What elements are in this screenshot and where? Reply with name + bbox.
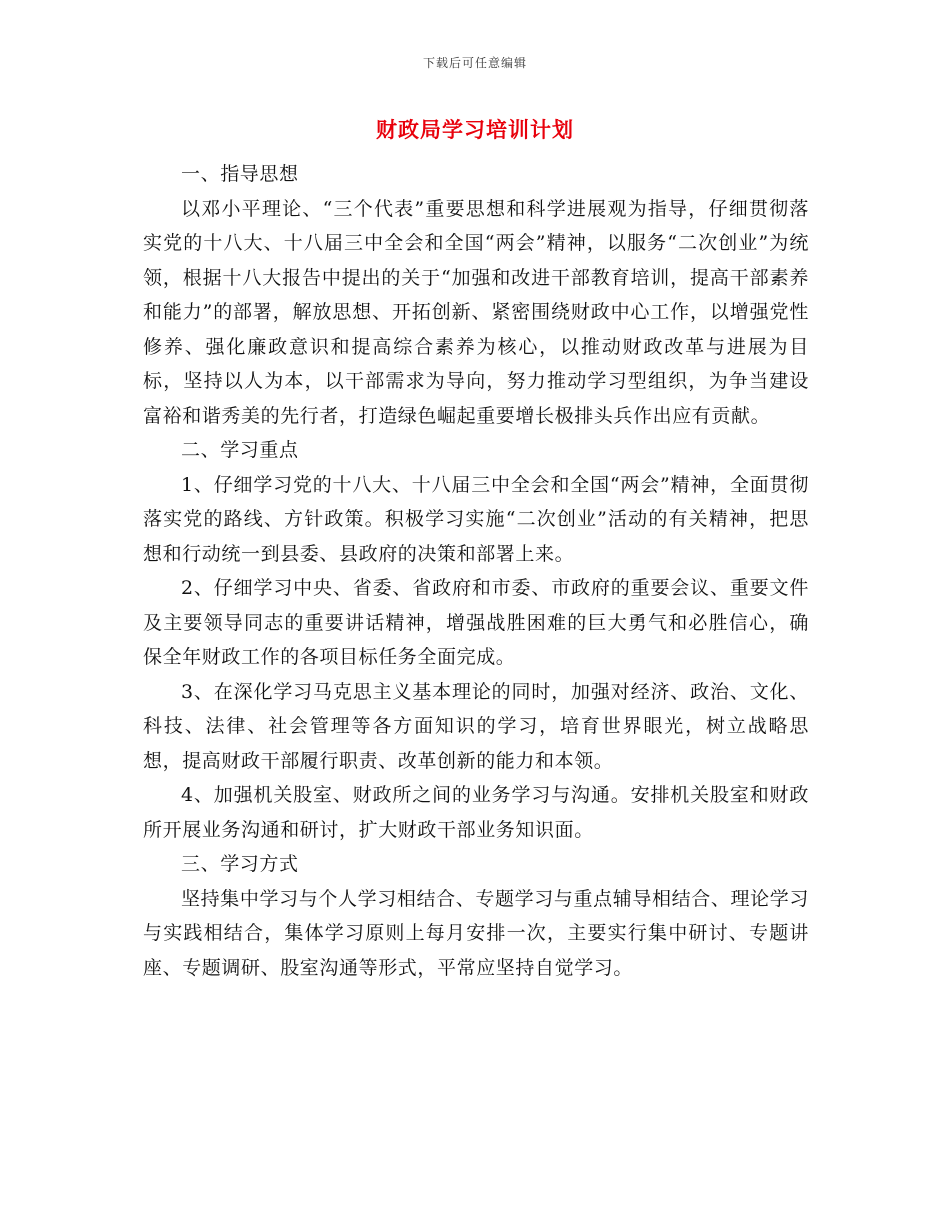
paragraph-focus-2: 2、仔细学习中央、省委、省政府和市委、市政府的重要会议、重要文件及主要领导同志的重要讲话精神，增强战胜困难的巨大勇气和必胜信心，确保全年财政工作的各项目标任务全面完成。	[143, 577, 809, 668]
paragraph-study-method: 坚持集中学习与个人学习相结合、专题学习与重点辅导相结合、理论学习与实践相结合，集体学习原则上每月安排一次，主要实行集中研讨、专题讲座、专题调研、股室沟通等形式，平常应坚持自觉学习。	[143, 887, 809, 979]
paragraph-guiding-ideology: 以邓小平理论、“三个代表”重要思想和科学进展观为指导，仔细贯彻落实党的十八大、十八届三中全会和全国“两会”精神，以服务“二次创业”为统领，根据十八大报告中提出的关于“加强和改进干部教育培训，提高干部素养和能力”的部署，解放思想、开拓创新、紧密围绕财政中心工作，以增强党性修养、强化廉政意识和提高综合素养为核心，以推动财政改革与进展为目标，坚持以人为本，以干部需求为导向，努力推动学习型组织，为争当建设富裕和谐秀美的先行者，打造绿色崛起重要增长极排头兵作出应有贡献。	[143, 197, 809, 427]
header-note: 下载后可任意编辑	[422, 56, 527, 70]
document-title: 财政局学习培训计划	[376, 117, 574, 142]
section-heading-study-method: 三、学习方式	[181, 853, 299, 875]
paragraph-focus-3: 3、在深化学习马克思主义基本理论的同时，加强对经济、政治、文化、科技、法律、社会管理等各方面知识的学习，培育世界眼光，树立战略思想，提高财政干部履行职责、改革创新的能力和本领。	[143, 680, 809, 772]
document-body	[143, 157, 809, 985]
section-heading-guiding-ideology: 一、指导思想	[181, 163, 299, 185]
paragraph-focus-4: 4、加强机关股室、财政所之间的业务学习与沟通。安排机关股室和财政所开展业务沟通和研讨，扩大财政干部业务知识面。	[143, 784, 809, 841]
paragraph-focus-1: 1、仔细学习党的十八大、十八届三中全会和全国“两会”精神，全面贯彻落实党的路线、方针政策。积极学习实施“二次创业”活动的有关精神，把思想和行动统一到县委、县政府的决策和部署上来。	[143, 473, 809, 565]
section-heading-study-focus: 二、学习重点	[181, 439, 299, 461]
